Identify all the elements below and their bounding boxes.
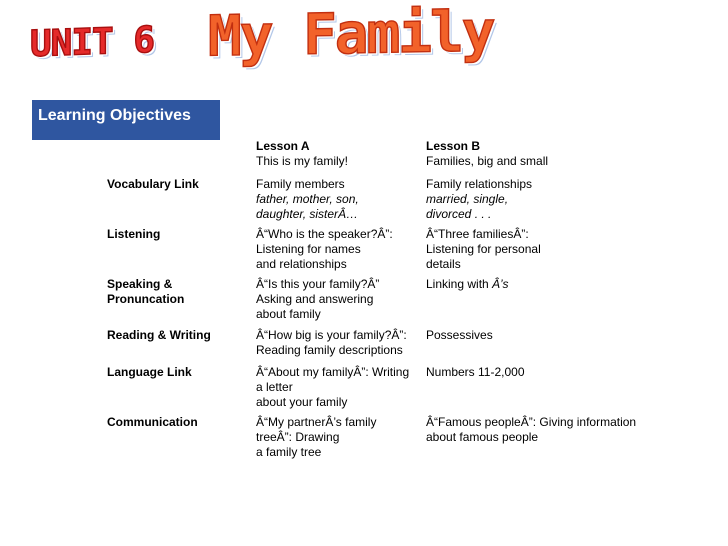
cell-line: about family <box>256 307 321 321</box>
row-communication-lesson-a <box>256 415 416 460</box>
lesson-a-header <box>256 139 416 169</box>
row-label-line: Vocabulary Link <box>107 177 199 191</box>
cell-line: father, mother, son, <box>256 192 359 206</box>
cell-line: Numbers 11-2,000 <box>426 365 525 379</box>
row-label-reading <box>107 328 247 343</box>
row-communication-lesson-b <box>426 415 656 445</box>
row-label-line: Language Link <box>107 365 192 379</box>
row-speaking-lesson-a <box>256 277 416 322</box>
cell-line: Â“About my familyÂ”: Writing <box>256 365 410 379</box>
row-label-speaking <box>107 277 247 307</box>
cell-line: Listening for personal <box>426 242 541 256</box>
row-vocabulary-lesson-a <box>256 177 416 222</box>
cell-line: Family relationships <box>426 177 533 191</box>
row-label-line: Listening <box>107 227 161 241</box>
row-label-listening <box>107 227 247 242</box>
cell-line: Â“Three familiesÂ”: <box>426 227 529 241</box>
row-listening-lesson-a <box>256 227 416 272</box>
row-label-line: Speaking & <box>107 277 173 291</box>
row-reading-lesson-b <box>426 328 656 343</box>
lesson-a-title: Lesson A <box>256 139 310 153</box>
cell-line: Reading family descriptions <box>256 343 403 357</box>
cell-line: Â“Who is the speaker?Â”: <box>256 227 393 241</box>
row-speaking-lesson-b <box>426 277 656 292</box>
cell-line: Â“Famous peopleÂ”: Giving information <box>426 415 637 429</box>
row-label-line: Reading & Writing <box>107 328 211 342</box>
cell-line: Listening for names <box>256 242 361 256</box>
cell-line: Asking and answering <box>256 292 374 306</box>
cell-line: about famous people <box>426 430 539 444</box>
cell-line: daughter, sisterÂ… <box>256 207 359 221</box>
cell-line: married, single, <box>426 192 509 206</box>
row-label-line: Pronuncation <box>107 292 185 306</box>
row-label-communication <box>107 415 247 430</box>
cell-line: Â“My partnerÂ’s family <box>256 415 377 429</box>
cell-text: Linking with <box>426 277 493 291</box>
cell-line: and relationships <box>256 257 347 271</box>
cell-line: about your family <box>256 395 348 409</box>
cell-line: a letter <box>256 380 293 394</box>
cell-line: Possessives <box>426 328 493 342</box>
row-reading-lesson-a <box>256 328 416 358</box>
page-title: My Family <box>208 0 494 70</box>
cell-line: a family tree <box>256 445 322 459</box>
row-language-lesson-a <box>256 365 416 410</box>
unit-heading: UNIT 6 <box>30 19 155 66</box>
row-label-line: Communication <box>107 415 198 429</box>
cell-line: treeÂ”: Drawing <box>256 430 340 444</box>
row-vocabulary-lesson-b <box>426 177 656 222</box>
cell-line: Family members <box>256 177 345 191</box>
cell-line: Â“Is this your family?Â” <box>256 277 380 291</box>
lesson-b-title: Lesson B <box>426 139 481 153</box>
cell-text-italic: Â’s <box>492 277 509 291</box>
row-language-lesson-b <box>426 365 656 380</box>
lesson-a-subtitle: This is my family! <box>256 154 349 168</box>
lesson-b-header <box>426 139 656 169</box>
cell-line <box>426 277 656 292</box>
row-listening-lesson-b <box>426 227 656 272</box>
cell-line: Â“How big is your family?Â”: <box>256 328 407 342</box>
cell-line: details <box>426 257 461 271</box>
lesson-b-subtitle: Families, big and small <box>426 154 549 168</box>
row-label-language <box>107 365 247 380</box>
row-label-vocabulary <box>107 177 247 192</box>
learning-objectives-banner: Learning Objectives <box>32 100 220 140</box>
cell-line: divorced . . . <box>426 207 492 221</box>
